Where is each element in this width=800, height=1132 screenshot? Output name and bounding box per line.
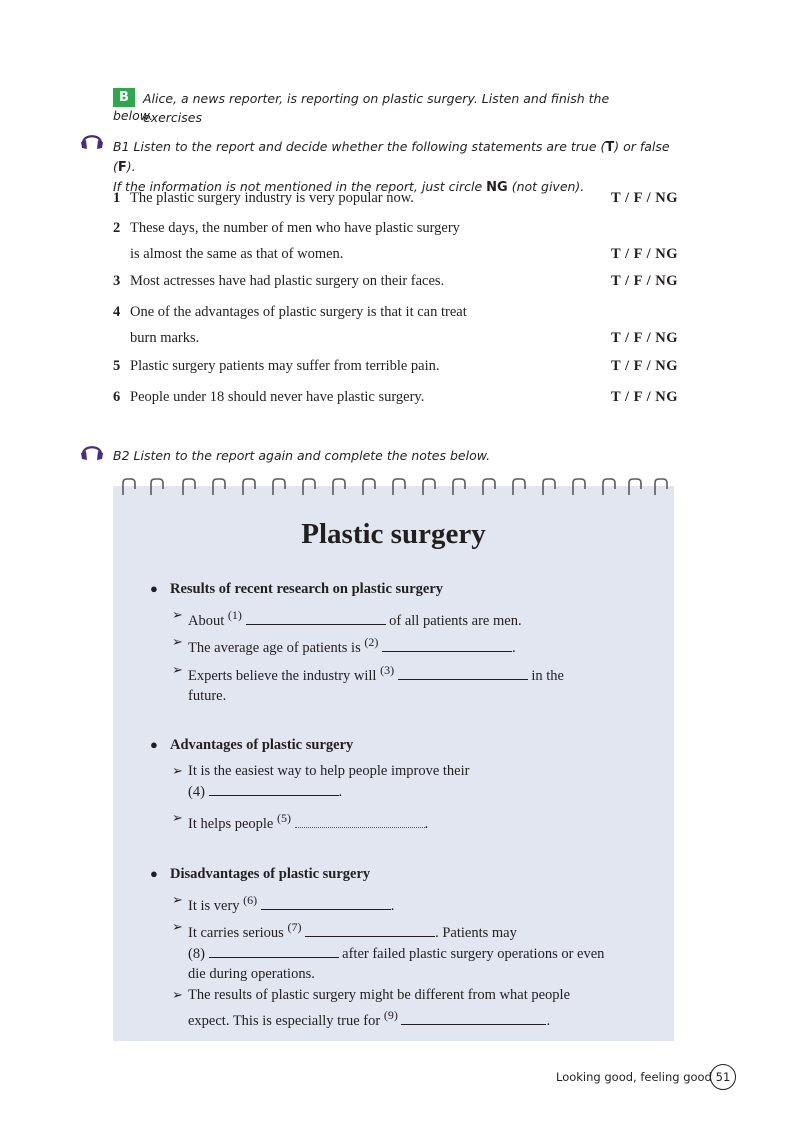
- tf-options[interactable]: T / F / NG: [610, 389, 678, 405]
- note-item-7: ➢ It carries serious $^{(7)}$ . Patients may (8) after failed plastic surgery operations or even die during operations.: [172, 919, 605, 982]
- note-item-4: ➢ It is the easiest way to help people improve their (4) .: [172, 763, 470, 800]
- note-item-1: ➢ About $^{(1)}$ of all patients are men.: [172, 607, 522, 629]
- b1-instructions: B1 Listen to the report and decide whether the following statements are true (T) or false (F). If the information is not mentioned in the report, just circle NG (not given).: [113, 139, 670, 195]
- statement-4: 4 One of the advantages of plastic surgery is that it can treat burn marks. T / F / NG: [113, 299, 678, 351]
- answer-blank-8[interactable]: [209, 943, 339, 958]
- note-item-3: ➢ Experts believe the industry will $^{(3)}$ in the future.: [172, 662, 564, 704]
- notes-heading-results: ● Results of recent research on plastic surgery: [150, 581, 444, 597]
- footer-unit-title: Looking good, feeling good: [556, 1070, 712, 1084]
- statement-2: 2 These days, the number of men who have plastic surgery is almost the same as that of women. T / F / NG: [113, 215, 678, 267]
- tf-options[interactable]: T / F / NG: [610, 273, 678, 289]
- arrow-icon: ➢: [172, 634, 183, 649]
- answer-blank-1[interactable]: [246, 610, 386, 625]
- note-item-5: ➢ It helps people $^{(5)}$ .: [172, 810, 429, 832]
- tf-options[interactable]: T / F / NG: [610, 190, 678, 206]
- tf-options[interactable]: T / F / NG: [610, 330, 678, 346]
- section-badge: B: [113, 88, 135, 107]
- answer-blank-2[interactable]: [382, 637, 512, 652]
- arrow-icon: ➢: [172, 662, 183, 677]
- bullet-icon: ●: [150, 737, 158, 752]
- answer-blank-5[interactable]: [295, 813, 425, 828]
- section-intro: Alice, a news reporter, is reporting on plastic surgery. Listen and finish the exercises: [143, 91, 610, 125]
- statement-6: 6 People under 18 should never have plastic surgery. T / F / NG: [113, 384, 678, 410]
- bullet-icon: ●: [150, 866, 158, 881]
- notes-title: Plastic surgery: [301, 518, 486, 550]
- arrow-icon: ➢: [172, 987, 183, 1002]
- answer-blank-3[interactable]: [398, 665, 528, 680]
- bullet-icon: ●: [150, 581, 158, 596]
- b2-instructions: B2 Listen to the report again and complete the notes below.: [113, 448, 491, 463]
- arrow-icon: ➢: [172, 763, 183, 778]
- arrow-icon: ➢: [172, 607, 183, 622]
- arrow-icon: ➢: [172, 892, 183, 907]
- tf-options[interactable]: T / F / NG: [610, 358, 678, 374]
- tf-options[interactable]: T / F / NG: [610, 246, 678, 262]
- answer-blank-4[interactable]: [209, 781, 339, 796]
- note-item-9: ➢ The results of plastic surgery might be different from what people expect. This is especially true for $^{(9)}$ .: [172, 987, 570, 1029]
- page-number: 51: [710, 1064, 736, 1090]
- spiral-binding: [113, 477, 674, 497]
- arrow-icon: ➢: [172, 919, 183, 934]
- notes-heading-disadvantages: ● Disadvantages of plastic surgery: [150, 866, 371, 882]
- answer-blank-7[interactable]: [305, 922, 435, 937]
- headphones-icon: [79, 128, 105, 152]
- answer-blank-9[interactable]: [401, 1010, 546, 1025]
- statement-3: 3 Most actresses have had plastic surgery on their faces. T / F / NG: [113, 268, 678, 294]
- arrow-icon: ➢: [172, 810, 183, 825]
- answer-blank-6[interactable]: [261, 895, 391, 910]
- note-item-6: ➢ It is very $^{(6)}$ .: [172, 892, 395, 914]
- notes-heading-advantages: ● Advantages of plastic surgery: [150, 737, 354, 753]
- statement-5: 5 Plastic surgery patients may suffer from terrible pain. T / F / NG: [113, 353, 678, 379]
- statement-1: 1 The plastic surgery industry is very popular now. T / F / NG: [113, 185, 678, 211]
- section-intro-cont: below.: [113, 108, 154, 123]
- note-item-2: ➢ The average age of patients is $^{(2)}$ .: [172, 634, 516, 656]
- headphones-icon: [79, 439, 105, 463]
